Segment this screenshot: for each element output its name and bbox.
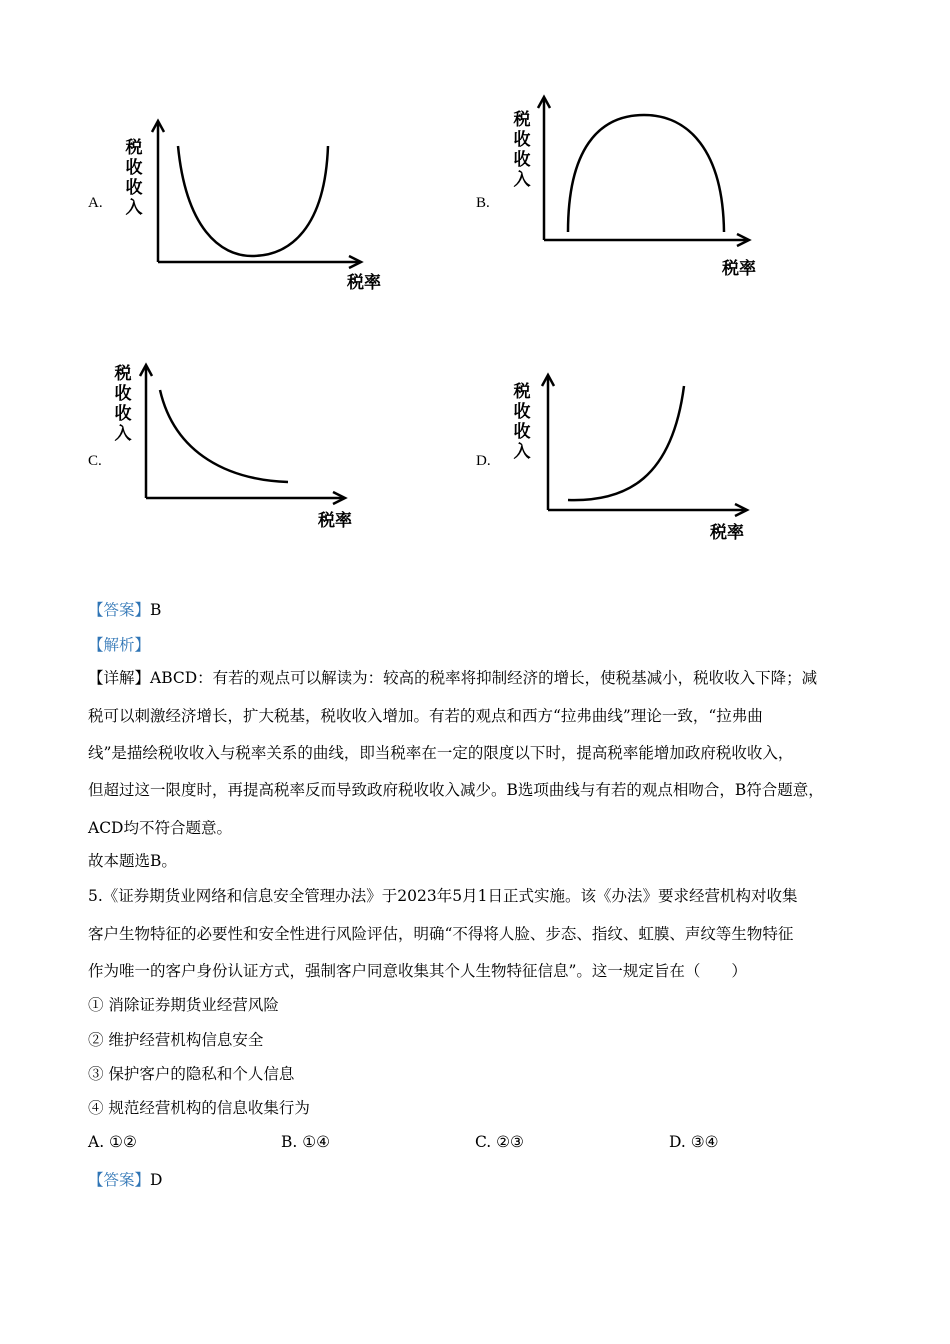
graph-d-ylabel: 税 收 收 入: [513, 382, 531, 462]
option-a-letter: A.: [88, 195, 103, 211]
detail-tag: 【详解】: [88, 669, 151, 687]
answer-value: D: [150, 1171, 163, 1189]
statement-4: ④ 规范经营机构的信息收集行为: [88, 1099, 310, 1117]
graph-a: [140, 118, 390, 278]
question5-line-3: 作为唯一的客户身份认证方式，强制客户同意收集其个人生物特征信息”。这一规定旨在（ ）: [88, 962, 747, 980]
answer-1: [88, 598, 161, 620]
choice-d: D. ③④: [669, 1133, 719, 1151]
analysis-tag: 【解析】: [88, 636, 151, 654]
answer-value: B: [150, 601, 162, 619]
graph-c-xlabel: 税率: [318, 511, 352, 531]
detail-line-3: 线”是描绘税收收入与税率关系的曲线，即当税率在一定的限度以下时，提高税率能增加政府税收收入，: [88, 744, 794, 762]
choice-b: B. ①④: [281, 1133, 331, 1151]
detail-line-1: 【详解】ABCD：有若的观点可以解读为：较高的税率将抑制经济的增长，使税基减小，税收收入下降；减: [88, 669, 818, 687]
option-c-letter: C.: [88, 453, 102, 469]
choice-c: C. ②③: [475, 1133, 524, 1151]
option-d-letter: D.: [476, 453, 491, 469]
answer-2: [88, 1168, 162, 1190]
detail-line-5: ACD均不符合题意。: [88, 819, 232, 837]
graph-d-xlabel: 税率: [710, 523, 744, 543]
statement-3: ③ 保护客户的隐私和个人信息: [88, 1065, 295, 1083]
option-b-letter: B.: [476, 195, 490, 211]
detail-line-6: 故本题选B。: [88, 852, 177, 870]
answer-tag: 【答案】: [88, 1171, 151, 1189]
choice-a: A. ①②: [88, 1133, 137, 1151]
question5-line-1: 5.《证券期货业网络和信息安全管理办法》于2023年5月1日正式实施。该《办法》要求经营机构对收集: [88, 887, 798, 905]
graph-a-xlabel: 税率: [347, 273, 381, 293]
graph-b-xlabel: 税率: [722, 259, 756, 279]
question5-line-2: 客户生物特征的必要性和安全性进行风险评估，明确“不得将人脸、步态、指纹、虹膜、声纹等生物特征: [88, 925, 794, 943]
graph-d: [532, 370, 762, 520]
detail-line-2: 税可以刺激经济增长，扩大税基，税收收入增加。有若的观点和西方“拉弗曲线”理论一致，“拉弗曲: [88, 707, 763, 725]
graph-b: [528, 90, 768, 250]
graph-c-ylabel: 税 收 收 入: [114, 364, 132, 444]
statement-1: ① 消除证券期货业经营风险: [88, 996, 279, 1014]
statement-2: ② 维护经营机构信息安全: [88, 1031, 264, 1049]
answer-tag: 【答案】: [88, 601, 151, 619]
graph-c: [130, 360, 360, 510]
detail-line-4: 但超过这一限度时，再提高税率反而导致政府税收收入减少。B选项曲线与有若的观点相吻合，B符合题意，: [88, 781, 824, 799]
graph-a-ylabel: 税 收 收 入: [125, 138, 143, 218]
graph-b-ylabel: 税 收 收 入: [513, 110, 531, 190]
